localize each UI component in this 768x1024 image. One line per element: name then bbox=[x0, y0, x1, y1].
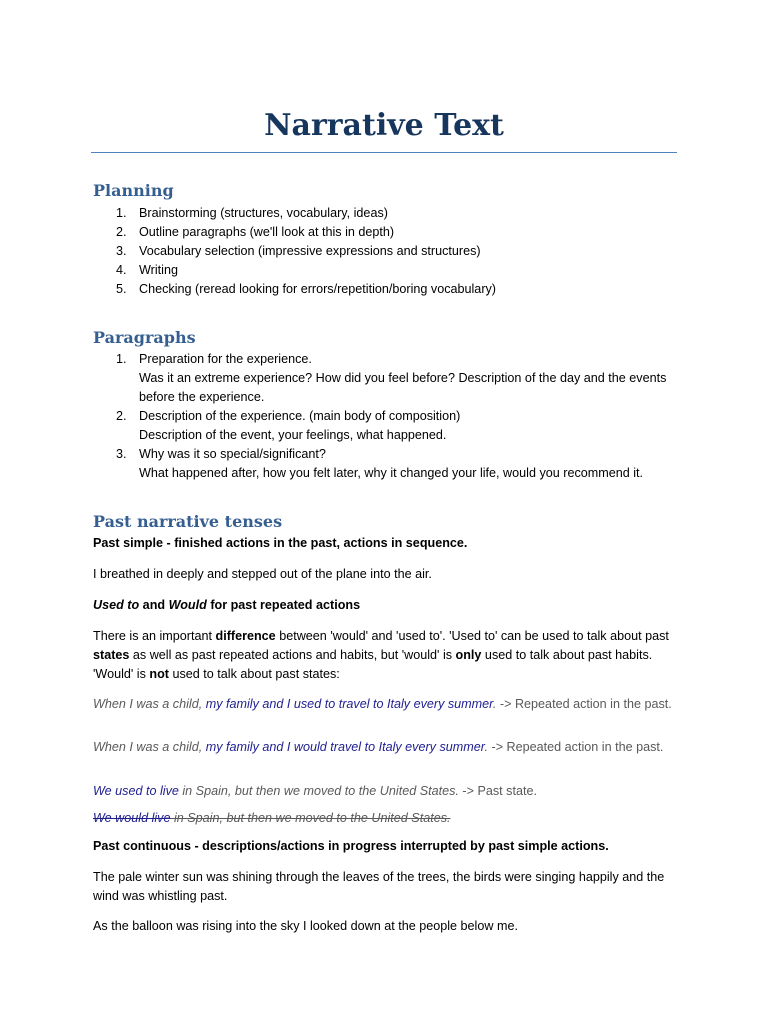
list-subtext: Was it an extreme experience? How did you feel before? Description of the day and the events before the experience. bbox=[139, 371, 667, 404]
example-note: -> Repeated action in the past. bbox=[491, 740, 664, 754]
planning-heading: Planning bbox=[93, 181, 174, 200]
paragraphs-list bbox=[93, 350, 693, 483]
difference-paragraph bbox=[93, 627, 673, 684]
example-highlight: my family and I used to travel to Italy every summer bbox=[205, 697, 493, 711]
used-to-term: Used to bbox=[93, 598, 140, 612]
example-lead: in Spain, but then we moved to the United States. bbox=[178, 784, 463, 798]
list-subtext: What happened after, how you felt later, why it changed your life, would you recommend it. bbox=[139, 466, 644, 480]
and-word: and bbox=[139, 598, 169, 612]
past-simple-example: I breathed in deeply and stepped out of the plane into the air. bbox=[93, 567, 432, 581]
list-number: 2. bbox=[116, 409, 127, 423]
document-title: Narrative Text bbox=[264, 108, 504, 143]
past-simple-label bbox=[93, 534, 673, 553]
example-lead: When I was a child, bbox=[93, 697, 206, 711]
tenses-heading: Past narrative tenses bbox=[93, 512, 283, 531]
example-punct: . bbox=[492, 697, 500, 711]
past-continuous-label bbox=[93, 837, 673, 856]
list-item bbox=[93, 407, 693, 445]
list-number: 4. bbox=[116, 263, 127, 277]
list-text: Description of the experience. (main body of composition) bbox=[139, 409, 461, 423]
example-1 bbox=[93, 695, 673, 714]
text-run: as well as past repeated actions and habits, but 'would' is bbox=[129, 648, 456, 662]
would-term: Would bbox=[168, 598, 207, 612]
list-text: Writing bbox=[139, 263, 178, 277]
example-highlight: We used to live bbox=[93, 784, 179, 798]
example-lead: When I was a child, bbox=[93, 740, 206, 754]
example-2 bbox=[93, 738, 673, 757]
title-underline bbox=[91, 152, 677, 153]
list-item bbox=[93, 261, 693, 280]
paragraphs-heading: Paragraphs bbox=[93, 328, 196, 347]
repeated-suffix: for past repeated actions bbox=[206, 598, 361, 612]
list-number: 5. bbox=[116, 282, 127, 296]
list-subtext: Description of the event, your feelings, what happened. bbox=[139, 428, 447, 442]
bold-run: only bbox=[455, 648, 482, 662]
text-run: used to talk about past states: bbox=[168, 667, 340, 681]
example-lead: in Spain, but then we moved to the United States. bbox=[170, 811, 451, 825]
text-run: used to talk about past habits. 'Would' is bbox=[93, 648, 653, 681]
example-note: -> Past state. bbox=[462, 784, 537, 798]
list-number: 3. bbox=[116, 244, 127, 258]
bold-run: difference bbox=[215, 629, 276, 643]
list-item bbox=[93, 204, 693, 223]
used-to-would-label bbox=[93, 596, 673, 615]
list-item bbox=[93, 445, 693, 483]
past-continuous-example-2: As the balloon was rising into the sky I looked down at the people below me. bbox=[93, 919, 518, 933]
list-item bbox=[93, 242, 693, 261]
past-continuous-label-text: Past continuous - descriptions/actions in progress interrupted by past simple actions. bbox=[93, 839, 609, 853]
list-number: 1. bbox=[116, 352, 127, 366]
example-highlight: We would live bbox=[93, 811, 171, 825]
planning-list bbox=[93, 204, 693, 299]
example-punct: . bbox=[484, 740, 492, 754]
list-number: 1. bbox=[116, 206, 127, 220]
past-simple-label-text: Past simple - finished actions in the past, actions in sequence. bbox=[93, 536, 468, 550]
list-number: 2. bbox=[116, 225, 127, 239]
text-run: between 'would' and 'used to'. 'Used to' can be used to talk about past bbox=[275, 629, 669, 643]
bold-run: states bbox=[93, 648, 130, 662]
list-number: 3. bbox=[116, 447, 127, 461]
example-4-struck bbox=[93, 809, 673, 828]
bold-run: not bbox=[149, 667, 169, 681]
example-note: -> Repeated action in the past. bbox=[499, 697, 672, 711]
past-continuous-example-1: The pale winter sun was shining through the leaves of the trees, the birds were singing happily and the wind was whistling past. bbox=[93, 870, 665, 903]
list-item bbox=[93, 280, 693, 299]
list-text: Vocabulary selection (impressive expressions and structures) bbox=[139, 244, 481, 258]
list-text: Why was it so special/significant? bbox=[139, 447, 326, 461]
list-text: Checking (reread looking for errors/repetition/boring vocabulary) bbox=[139, 282, 496, 296]
list-text: Preparation for the experience. bbox=[139, 352, 312, 366]
list-text: Outline paragraphs (we'll look at this in depth) bbox=[139, 225, 395, 239]
list-item bbox=[93, 350, 693, 407]
example-3 bbox=[93, 782, 673, 801]
list-item bbox=[93, 223, 693, 242]
example-highlight: my family and I would travel to Italy every summer bbox=[205, 740, 485, 754]
list-text: Brainstorming (structures, vocabulary, ideas) bbox=[139, 206, 388, 220]
text-run: There is an important bbox=[93, 629, 216, 643]
